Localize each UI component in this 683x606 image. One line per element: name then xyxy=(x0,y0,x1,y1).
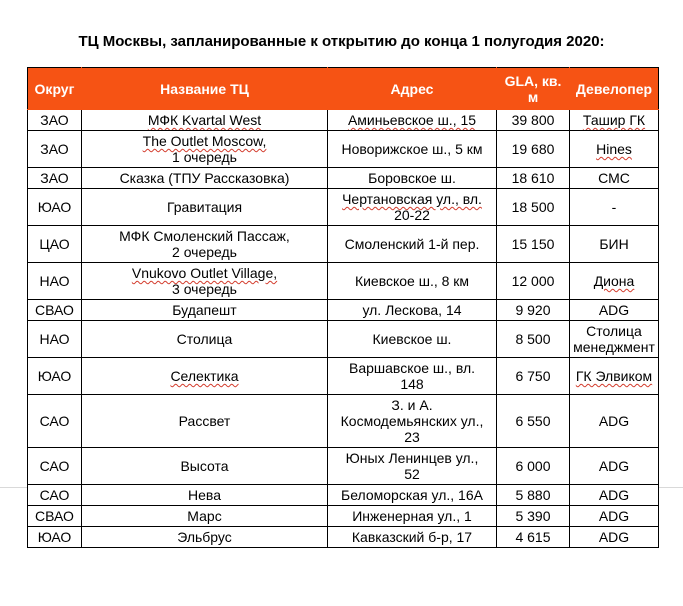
cell-okrug: СВАО xyxy=(28,300,82,321)
cell-developer: ADG xyxy=(570,448,659,485)
table-row xyxy=(28,168,659,189)
cell-developer xyxy=(570,263,659,300)
cell-gla: 6 000 xyxy=(497,448,570,485)
cell-developer-line2: менеджмент xyxy=(573,339,655,355)
cell-name-line2: 1 очередь xyxy=(172,149,237,165)
cell-address: Киевское ш. xyxy=(328,321,497,358)
cell-okrug: ЗАО xyxy=(28,168,82,189)
cell-developer: СМС xyxy=(570,168,659,189)
cell-developer: ADG xyxy=(570,395,659,448)
cell-gla: 15 150 xyxy=(497,226,570,263)
cell-name-line1: Vnukovo Outlet Village, xyxy=(131,265,278,281)
cell-address: Боровское ш. xyxy=(328,168,497,189)
cell-name-text: Селектика xyxy=(170,368,239,384)
cell-address xyxy=(328,110,497,131)
cell-name-line2: 3 очередь xyxy=(172,281,237,297)
table-row xyxy=(28,131,659,168)
cell-address-line1: Варшавское ш., вл. xyxy=(348,360,476,376)
cell-gla: 18 500 xyxy=(497,189,570,226)
cell-name-line2: 2 очередь xyxy=(172,244,237,260)
cell-developer-text: Hines xyxy=(596,141,632,157)
cell-address-line2: 52 xyxy=(404,466,420,482)
cell-developer xyxy=(570,110,659,131)
document-title: ТЦ Москвы, запланированные к открытию до конца 1 полугодия 2020: xyxy=(78,33,605,50)
cell-name-line1: The Outlet Moscow, xyxy=(142,133,267,149)
cell-okrug: САО xyxy=(28,395,82,448)
cell-name xyxy=(82,131,328,168)
cell-name: Будапешт xyxy=(82,300,328,321)
cell-gla: 8 500 xyxy=(497,321,570,358)
cell-gla: 18 610 xyxy=(497,168,570,189)
cell-address-line1: Чертановская ул., вл. xyxy=(342,191,482,207)
cell-okrug: ЗАО xyxy=(28,110,82,131)
table-row xyxy=(28,395,659,448)
cell-gla: 19 680 xyxy=(497,131,570,168)
table-row xyxy=(28,485,659,506)
cell-developer-text: ГК Элвиком xyxy=(575,368,653,384)
cell-okrug: НАО xyxy=(28,321,82,358)
cell-developer xyxy=(570,131,659,168)
cell-developer: ADG xyxy=(570,300,659,321)
cell-address-line2: 148 xyxy=(400,376,424,392)
cell-developer-text: Диона xyxy=(593,273,635,289)
cell-name-text: МФК Kvartal West xyxy=(147,112,262,128)
cell-name: Нева xyxy=(82,485,328,506)
cell-address: Инженерная ул., 1 xyxy=(328,506,497,527)
header-gla-line2: м xyxy=(527,88,539,105)
cell-gla: 4 615 xyxy=(497,527,570,548)
cell-name: Рассвет xyxy=(82,395,328,448)
cell-address-text: Аминьевское ш., 15 xyxy=(347,112,477,128)
cell-developer-line1: Столица xyxy=(586,323,642,339)
cell-gla: 5 390 xyxy=(497,506,570,527)
table-row xyxy=(28,263,659,300)
cell-gla: 9 920 xyxy=(497,300,570,321)
table-row xyxy=(28,226,659,263)
table-row xyxy=(28,448,659,485)
table-row xyxy=(28,506,659,527)
cell-address xyxy=(328,358,497,395)
cell-address-line1: Юных Ленинцев ул., xyxy=(345,450,479,466)
cell-address-line1: З. и А. xyxy=(391,397,433,413)
table-row xyxy=(28,300,659,321)
table-row xyxy=(28,321,659,358)
header-okrug: Округ xyxy=(28,68,82,110)
cell-developer-text: Ташир ГК xyxy=(582,112,646,128)
cell-name xyxy=(82,358,328,395)
cell-developer: ADG xyxy=(570,485,659,506)
malls-table xyxy=(27,67,659,548)
cell-address: ул. Лескова, 14 xyxy=(328,300,497,321)
cell-address xyxy=(328,448,497,485)
table-row xyxy=(28,110,659,131)
cell-address: Киевское ш., 8 км xyxy=(328,263,497,300)
cell-developer xyxy=(570,321,659,358)
header-name: Название ТЦ xyxy=(82,68,328,110)
cell-address: Новорижское ш., 5 км xyxy=(328,131,497,168)
table-header-row xyxy=(28,68,659,110)
header-address: Адрес xyxy=(328,68,497,110)
cell-developer: ADG xyxy=(570,527,659,548)
cell-developer: ADG xyxy=(570,506,659,527)
cell-name: Столица xyxy=(82,321,328,358)
header-developer: Девелопер xyxy=(570,68,659,110)
cell-developer: БИН xyxy=(570,226,659,263)
cell-name: Высота xyxy=(82,448,328,485)
cell-name: Сказка (ТПУ Рассказовка) xyxy=(82,168,328,189)
cell-gla: 39 800 xyxy=(497,110,570,131)
cell-okrug: ЗАО xyxy=(28,131,82,168)
cell-okrug: СВАО xyxy=(28,506,82,527)
cell-okrug: ЦАО xyxy=(28,226,82,263)
cell-okrug: ЮАО xyxy=(28,189,82,226)
cell-gla: 5 880 xyxy=(497,485,570,506)
cell-okrug: САО xyxy=(28,448,82,485)
header-gla xyxy=(497,68,570,110)
cell-okrug: САО xyxy=(28,485,82,506)
cell-developer: - xyxy=(570,189,659,226)
cell-name: Марс xyxy=(82,506,328,527)
cell-name: Эльбрус xyxy=(82,527,328,548)
cell-name-line1: МФК Смоленский Пассаж, xyxy=(119,228,290,244)
table-row xyxy=(28,189,659,226)
cell-gla: 12 000 xyxy=(497,263,570,300)
cell-name xyxy=(82,263,328,300)
cell-address: Смоленский 1-й пер. xyxy=(328,226,497,263)
table-row xyxy=(28,527,659,548)
cell-gla: 6 750 xyxy=(497,358,570,395)
table-row xyxy=(28,358,659,395)
cell-name xyxy=(82,226,328,263)
cell-address xyxy=(328,395,497,448)
cell-address-line3: 23 xyxy=(404,429,420,445)
cell-okrug: НАО xyxy=(28,263,82,300)
cell-address-line2: Космодемьянских ул., xyxy=(340,413,484,429)
cell-address-line2: 20-22 xyxy=(394,207,430,223)
cell-address: Беломорская ул., 16А xyxy=(328,485,497,506)
cell-address: Кавказский б-р, 17 xyxy=(328,527,497,548)
cell-developer xyxy=(570,358,659,395)
cell-address xyxy=(328,189,497,226)
cell-gla: 6 550 xyxy=(497,395,570,448)
cell-okrug: ЮАО xyxy=(28,527,82,548)
cell-name: Гравитация xyxy=(82,189,328,226)
cell-okrug: ЮАО xyxy=(28,358,82,395)
header-gla-line1: GLA, кв. xyxy=(504,72,562,89)
cell-name xyxy=(82,110,328,131)
